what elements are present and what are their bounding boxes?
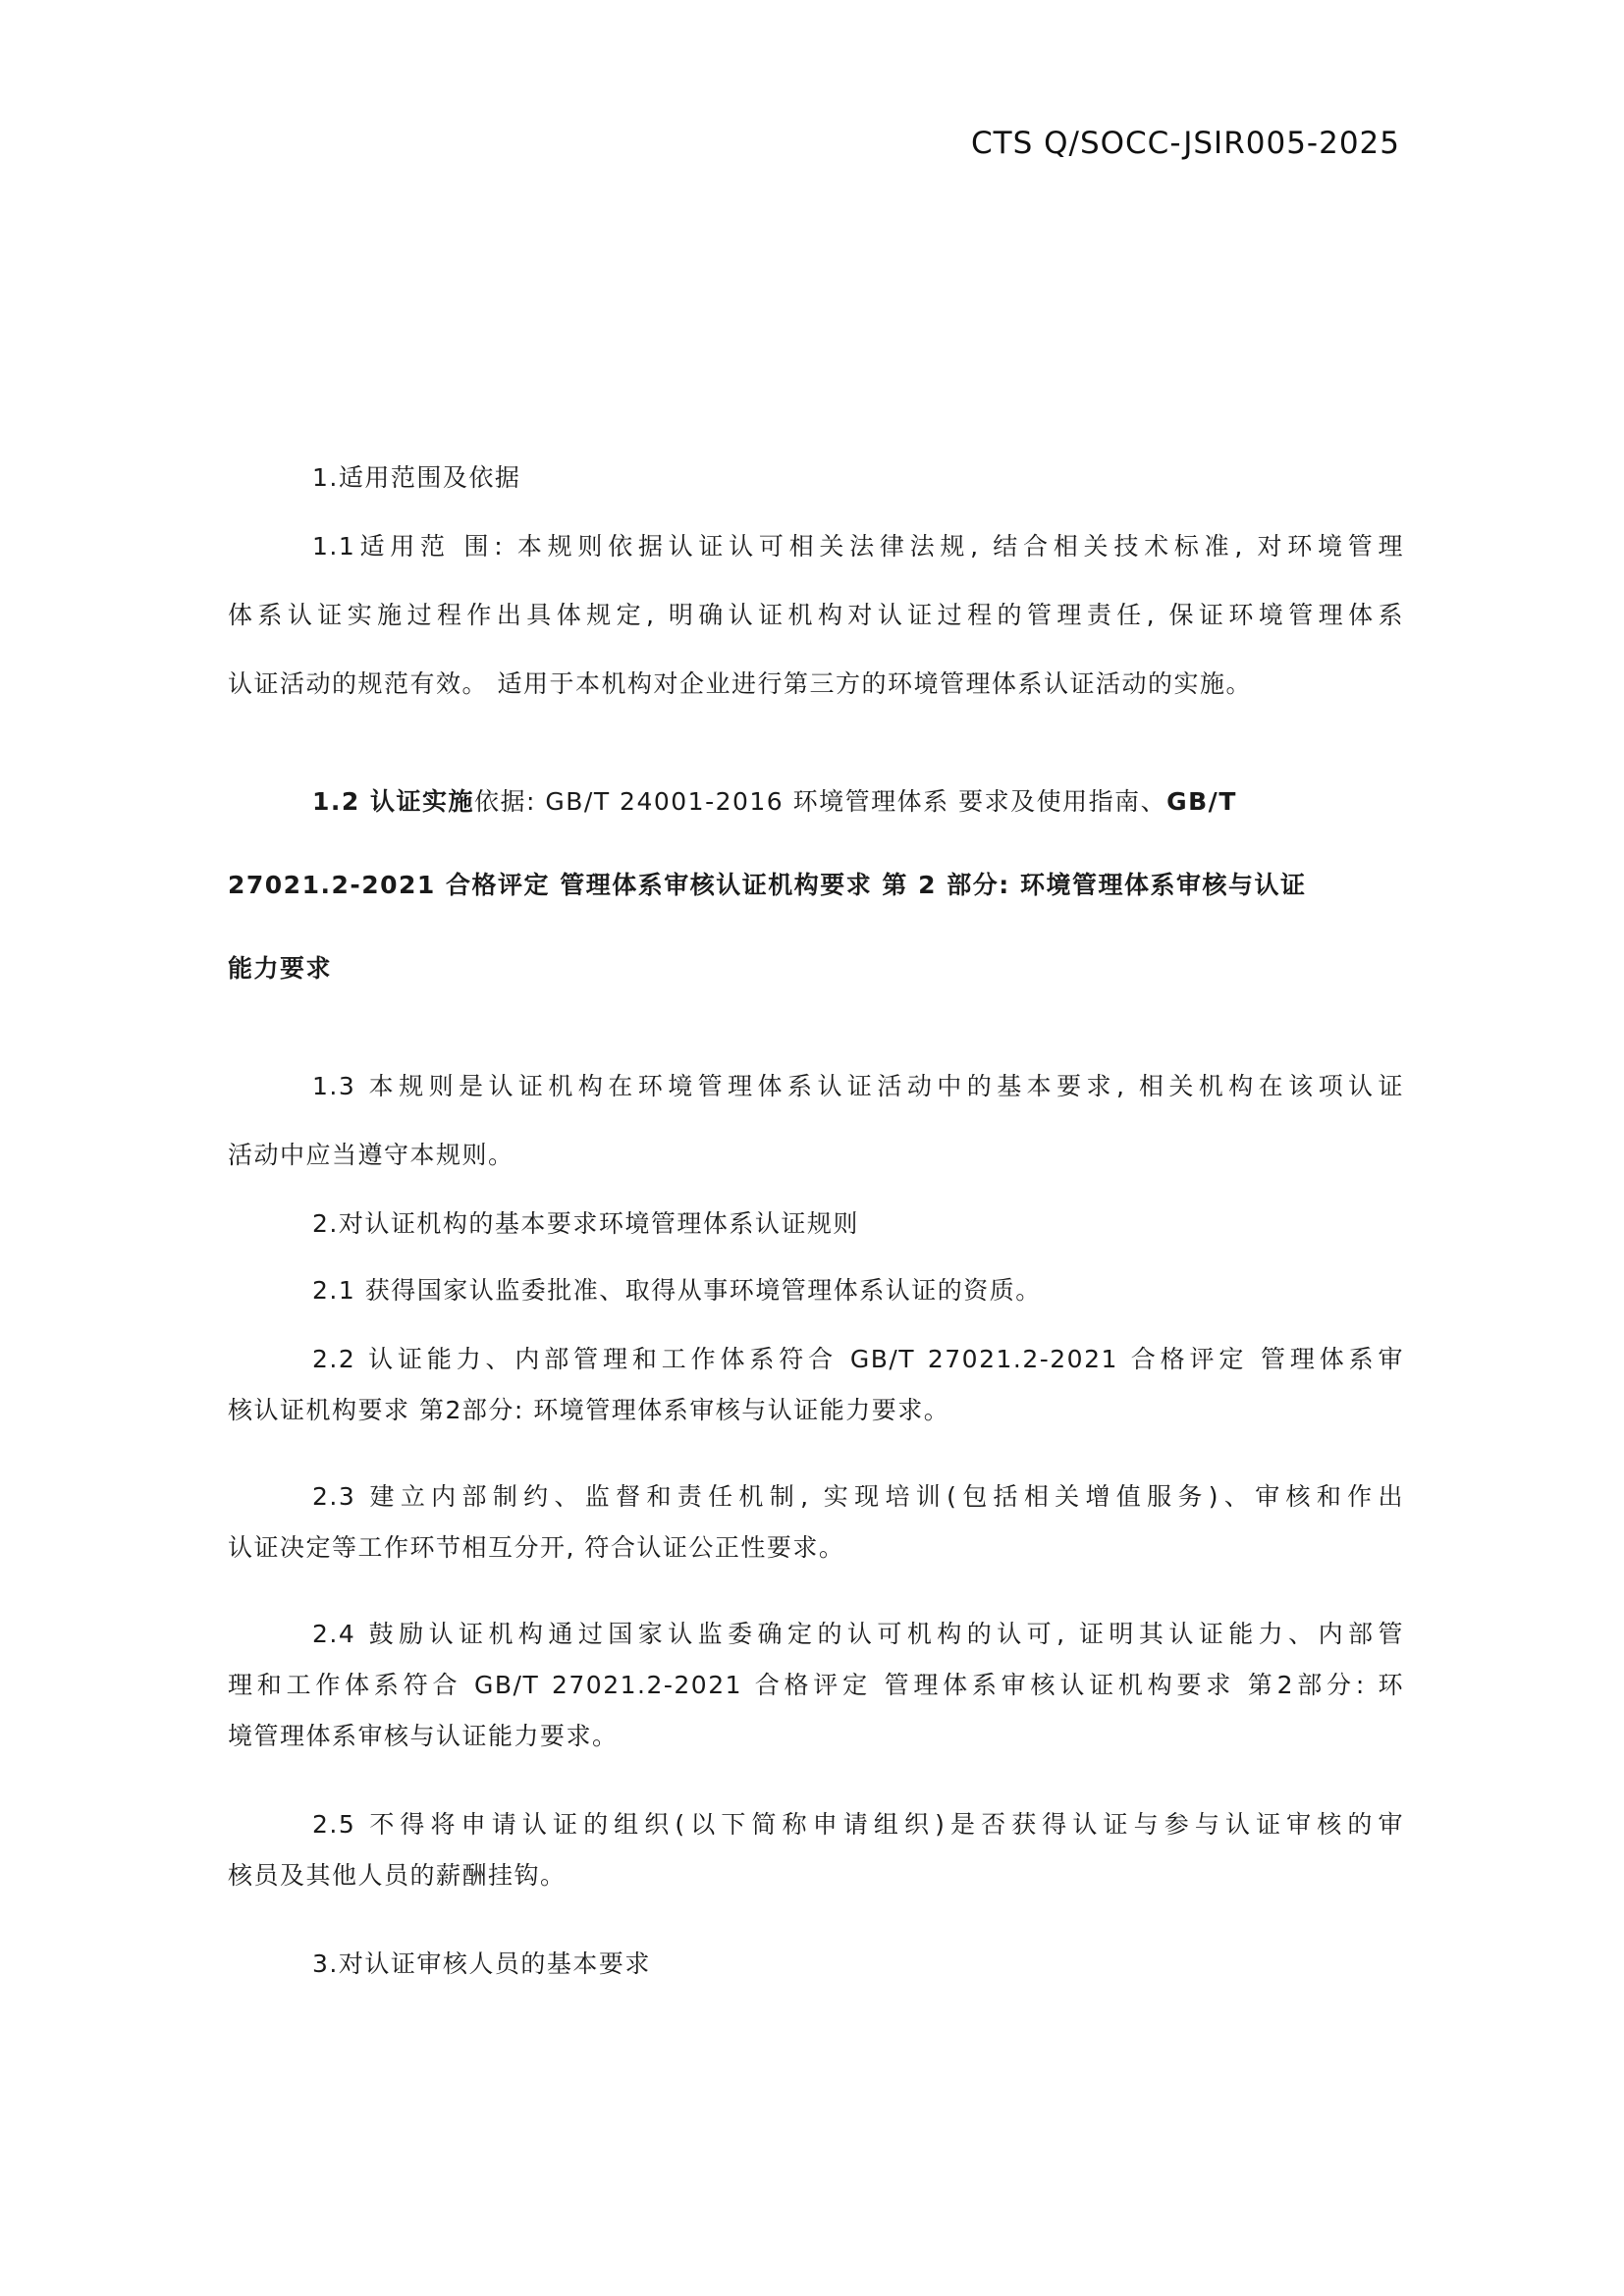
section-2-2-line-1: 2.2 认证能力、内部管理和工作体系符合 GB/T 27021.2-2021 合格评定 管理体系审: [312, 1345, 1404, 1373]
section-1-2-standard-prefix: GB/T: [1166, 787, 1237, 816]
section-2-3-line-2: 认证决定等工作环节相互分开, 符合认证公正性要求。: [228, 1533, 845, 1562]
section-2-2-line-2: 核认证机构要求 第2部分: 环境管理体系审核与认证能力要求。: [228, 1396, 950, 1424]
section-2-4-line-3: 境管理体系审核与认证能力要求。: [228, 1722, 619, 1750]
section-1-2-line-1: [312, 785, 1404, 819]
section-1-3-line-2: 活动中应当遵守本规则。: [228, 1141, 514, 1169]
section-2-5-line-2: 核员及其他人员的薪酬挂钩。: [228, 1861, 567, 1890]
section-1-heading: 1.适用范围及依据: [312, 463, 521, 492]
section-1-1-line-2: 体系认证实施过程作出具体规定, 明确认证机构对认证过程的管理责任, 保证环境管理体系: [228, 601, 1404, 629]
section-2-3-line-1: 2.3 建立内部制约、监督和责任机制, 实现培训(包括相关增值服务)、审核和作出: [312, 1482, 1404, 1511]
section-1-1-line-1: 1.1适用范 围: 本规则依据认证认可相关法律法规, 结合相关技术标准, 对环境管理: [312, 532, 1404, 561]
section-1-2-line-3: 能力要求: [228, 954, 333, 983]
section-2-4-line-1: 2.4 鼓励认证机构通过国家认监委确定的认可机构的认可, 证明其认证能力、内部管: [312, 1620, 1404, 1648]
section-2-heading: 2.对认证机构的基本要求环境管理体系认证规则: [312, 1209, 859, 1238]
section-3-heading: 3.对认证审核人员的基本要求: [312, 1949, 651, 1978]
document-code: CTS Q/SOCC-JSIR005-2025: [971, 126, 1400, 161]
section-2-4-line-2: 理和工作体系符合 GB/T 27021.2-2021 合格评定 管理体系审核认证机构要求 第2部分: 环: [228, 1671, 1404, 1699]
section-1-3-line-1: 1.3 本规则是认证机构在环境管理体系认证活动中的基本要求, 相关机构在该项认证: [312, 1072, 1404, 1100]
section-1-2-basis-text: 依据: GB/T 24001-2016 环境管理体系 要求及使用指南、: [474, 787, 1167, 816]
section-2-1: 2.1 获得国家认监委批准、取得从事环境管理体系认证的资质。: [312, 1276, 1042, 1305]
section-1-1-line-3: 认证活动的规范有效。 适用于本机构对企业进行第三方的环境管理体系认证活动的实施。: [228, 669, 1252, 698]
section-1-2-bold-label: 1.2 认证实施: [312, 787, 474, 816]
section-1-2-line-2: 27021.2-2021 合格评定 管理体系审核认证机构要求 第 2 部分: 环境管理体系审核与认证: [228, 871, 1307, 899]
section-2-5-line-1: 2.5 不得将申请认证的组织(以下简称申请组织)是否获得认证与参与认证审核的审: [312, 1810, 1404, 1839]
